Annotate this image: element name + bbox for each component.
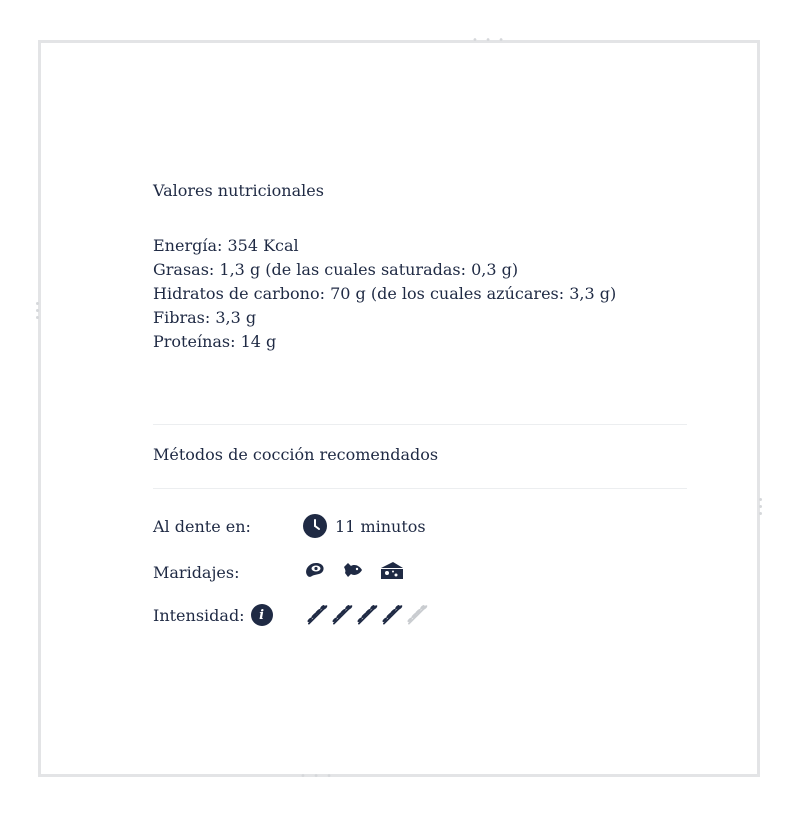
pairings-icons	[303, 558, 405, 586]
drag-handle-right[interactable]	[759, 498, 763, 515]
nutrition-carbs: Hidratos de carbono: 70 g (de los cuales azúcares: 3,3 g)	[153, 284, 617, 303]
divider	[153, 488, 687, 489]
nutrition-fiber: Fibras: 3,3 g	[153, 308, 257, 327]
pairings-row	[153, 558, 240, 586]
wheat-icon-empty	[406, 603, 429, 627]
cooking-methods-title: Métodos de cocción recomendados	[153, 445, 439, 464]
meat-icon	[303, 558, 327, 586]
al-dente-label: Al dente en:	[153, 516, 251, 536]
al-dente-value-group	[303, 514, 426, 538]
nutrition-list	[153, 234, 616, 354]
drag-handle-bottom[interactable]: • • •	[300, 771, 335, 782]
drag-handle-top[interactable]: • • •	[472, 35, 507, 46]
nutrition-energy: Energía: 354 Kcal	[153, 236, 299, 255]
fish-icon	[341, 558, 365, 586]
nutrition-fats: Grasas: 1,3 g (de las cuales saturadas: 0,3 g)	[153, 260, 519, 279]
wheat-icon-filled	[331, 603, 354, 627]
info-icon[interactable]: i	[251, 604, 273, 626]
pairings-label: Maridajes:	[153, 562, 240, 582]
card-frame	[38, 40, 760, 777]
divider	[153, 424, 687, 425]
al-dente-row	[153, 512, 426, 540]
intensity-row	[153, 601, 273, 629]
wheat-icon-filled	[356, 603, 379, 627]
nutrition-title: Valores nutricionales	[153, 181, 324, 200]
nutrition-protein: Proteínas: 14 g	[153, 332, 277, 351]
wheat-icon-filled	[306, 603, 329, 627]
intensity-label: Intensidad:	[153, 605, 245, 625]
wheat-icon-filled	[381, 603, 404, 627]
clock-icon	[303, 514, 327, 538]
drag-handle-left[interactable]	[36, 302, 40, 319]
al-dente-value: 11 minutos	[335, 516, 426, 536]
cheese-icon	[379, 558, 405, 586]
intensity-rating	[306, 603, 429, 627]
